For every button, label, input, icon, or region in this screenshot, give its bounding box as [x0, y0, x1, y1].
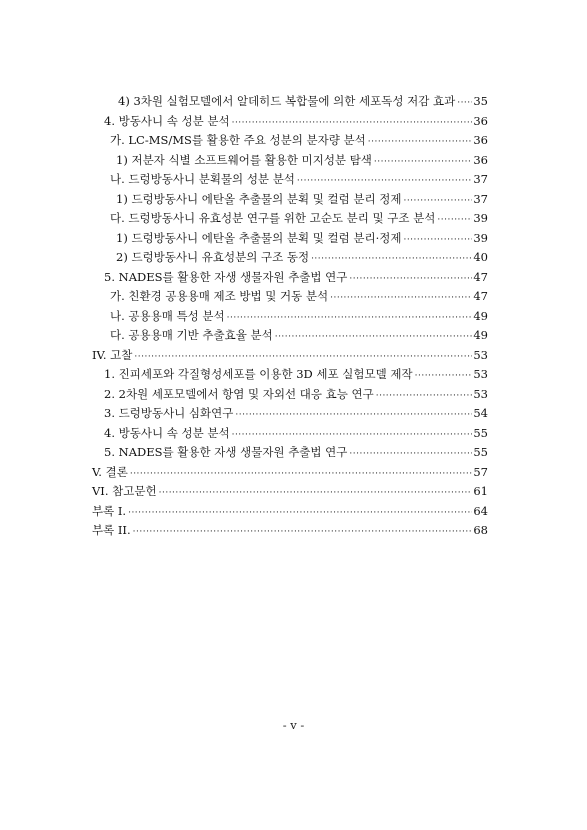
- toc-entry-title: 1) 드렁방동사니 에탄올 추출물의 분획 및 컬럼 분리·정제: [116, 230, 402, 245]
- toc-entry: [0, 502, 587, 522]
- toc-entry-title: 나. 공용용매 특성 분석: [110, 308, 225, 323]
- toc-entry-page: 36: [473, 133, 488, 147]
- toc-entry: [0, 229, 587, 249]
- toc-entry-page: 53: [473, 347, 488, 362]
- toc-entry-page: 39: [473, 211, 488, 225]
- toc-entry-page: 36: [473, 113, 488, 128]
- toc-entry-page: 68: [473, 523, 488, 537]
- toc-entry-page: 40: [473, 250, 488, 264]
- toc-entry: [0, 424, 587, 444]
- toc-entry-page: 53: [473, 367, 488, 381]
- toc-entry: [0, 112, 587, 132]
- toc-entry: [0, 346, 587, 366]
- toc-entry-title: 2. 2차원 세포모델에서 항염 및 자외선 대응 효능 연구: [104, 386, 374, 401]
- page-number: - v -: [282, 718, 305, 732]
- toc-entry: [0, 463, 587, 483]
- toc-entry: [0, 307, 587, 327]
- toc-entry: [0, 151, 587, 171]
- toc-dot-leader: [133, 523, 473, 543]
- toc-entry-title: 4. 방동사니 속 성분 분석: [104, 425, 230, 440]
- toc-entry-page: 55: [473, 425, 488, 440]
- toc-entry-title: 4. 방동사니 속 성분 분석: [104, 113, 230, 128]
- toc-entry: [0, 385, 587, 405]
- toc-entry: [0, 268, 587, 288]
- toc-entry: [0, 190, 587, 210]
- toc-entry-page: 35: [473, 94, 488, 108]
- toc-entry-title: 3. 드렁방동사니 심화연구: [104, 406, 234, 420]
- toc-entry-title: 5. NADES를 활용한 자생 생물자원 추출법 연구: [104, 445, 348, 459]
- toc-entry-title: 나. 드렁방동사니 분획물의 성분 분석: [110, 172, 295, 186]
- toc-entry-title: 5. NADES를 활용한 자생 생물자원 추출법 연구: [104, 269, 348, 284]
- toc-entry-title: VI. 참고문헌: [92, 484, 157, 498]
- toc-entry-page: 49: [473, 308, 488, 323]
- toc-entry-title: 1. 진피세포와 각질형성세포를 이용한 3D 세포 실험모델 제작: [104, 367, 413, 381]
- table-of-contents: [0, 92, 587, 541]
- toc-entry-title: 1) 저분자 식별 소프트웨어를 활용한 미지성분 탐색: [116, 152, 372, 167]
- toc-entry-page: 64: [473, 503, 488, 518]
- toc-entry: [0, 209, 587, 229]
- toc-entry-title: 부록 II.: [92, 523, 131, 537]
- toc-entry-title: 1) 드렁방동사니 에탄올 추출물의 분획 및 컬럼 분리 정제: [116, 191, 402, 206]
- toc-entry: [0, 482, 587, 502]
- toc-entry-page: 55: [473, 445, 488, 459]
- toc-entry-title: 부록 I.: [92, 503, 127, 518]
- toc-entry-title: 4) 3차원 실험모델에서 알데히드 복합물에 의한 세포독성 저감 효과: [118, 94, 456, 108]
- toc-entry-title: V. 결론: [92, 464, 128, 479]
- toc-entry-page: 53: [473, 386, 488, 401]
- toc-entry-page: 54: [473, 406, 488, 420]
- toc-entry-page: 39: [473, 230, 488, 245]
- toc-entry-title: 가. LC-MS/MS를 활용한 주요 성분의 분자량 분석: [110, 133, 366, 147]
- toc-entry-title: 2) 드렁방동사니 유효성분의 구조 동정: [116, 250, 310, 264]
- toc-entry-title: 다. 드렁방동사니 유효성분 연구를 위한 고순도 분리 및 구조 분석: [110, 211, 436, 225]
- toc-entry: [0, 521, 587, 541]
- toc-entry: [0, 404, 587, 424]
- toc-entry-page: 37: [473, 191, 488, 206]
- toc-entry-page: 36: [473, 152, 488, 167]
- toc-entry-title: IV. 고찰: [92, 347, 133, 362]
- toc-entry-page: 37: [473, 172, 488, 186]
- toc-entry: [0, 287, 587, 307]
- toc-entry-title: 가. 친환경 공용용매 제조 방법 및 거동 분석: [110, 289, 329, 303]
- toc-entry: [0, 170, 587, 190]
- toc-entry-page: 47: [473, 269, 488, 284]
- toc-entry-page: 61: [473, 484, 488, 498]
- toc-entry: [0, 326, 587, 346]
- toc-entry: [0, 248, 587, 268]
- toc-entry: [0, 365, 587, 385]
- toc-entry: [0, 92, 587, 112]
- toc-entry: [0, 131, 587, 151]
- toc-entry-title: 다. 공용용매 기반 추출효율 분석: [110, 328, 273, 342]
- toc-entry: [0, 443, 587, 463]
- toc-entry-page: 49: [473, 328, 488, 342]
- toc-entry-page: 47: [473, 289, 488, 303]
- toc-entry-page: 57: [473, 464, 488, 479]
